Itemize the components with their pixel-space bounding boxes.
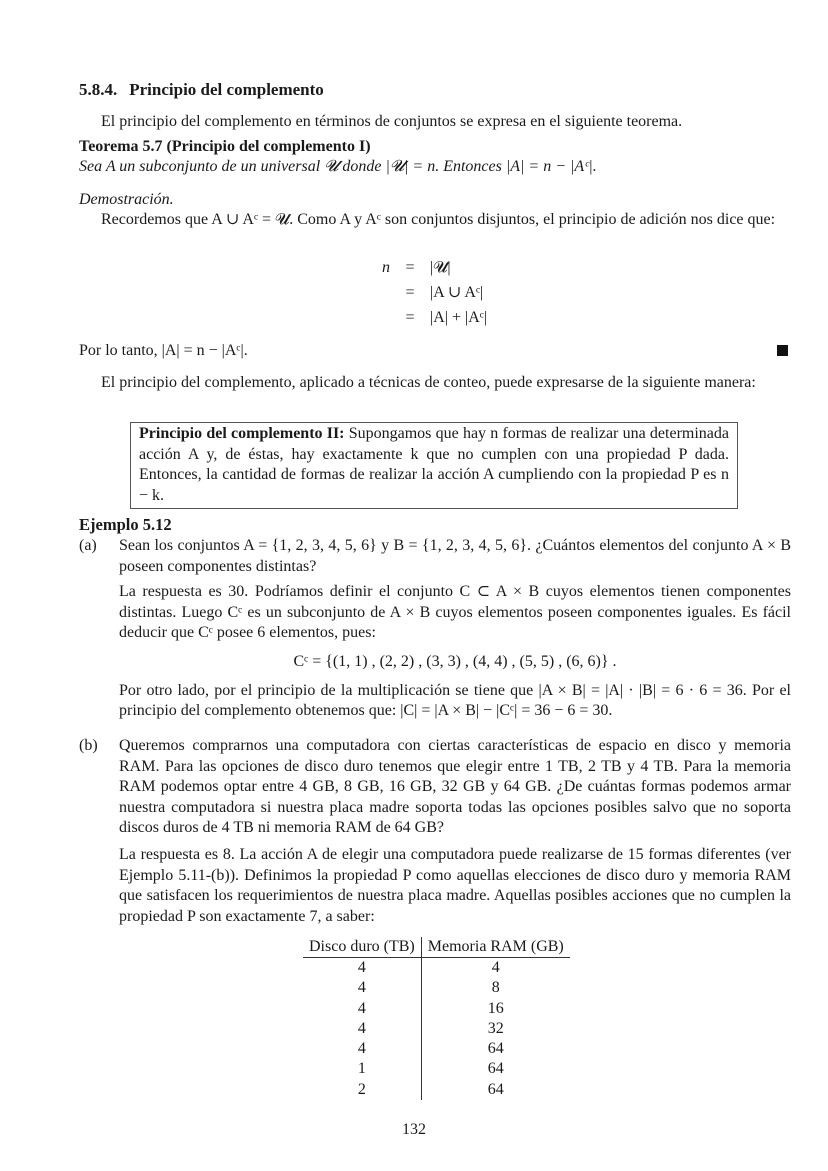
proof-text: Recordemos que A ∪ Aᶜ = 𝓤. Como A y Aᶜ son conjuntos disjuntos, el principio de adición nos dice que: (101, 211, 776, 228)
table-cell: 4 (357, 959, 366, 976)
equation-line (360, 308, 560, 333)
table-row (303, 978, 570, 998)
column-header: Disco duro (TB) (303, 937, 421, 958)
principle-box (130, 422, 738, 509)
table-cell: 64 (421, 1059, 569, 1079)
table-cell: 8 (421, 978, 569, 998)
table-cell: 4 (421, 958, 569, 979)
theorem-statement: Sea A un subconjunto de un universal 𝓤 donde |𝓤| = n. Entonces |A| = n − |Aᶜ|. (79, 158, 597, 175)
table-row (303, 1019, 570, 1039)
table-cell: 4 (357, 999, 366, 1017)
part-b-question: Queremos comprarnos una computadora con ciertas características de espacio en disco y memoria RAM. Para las opciones de disco duro tenemos que elegir entre 1 TB, 2 TB y 4 TB. Para la memoria RAM podemos optar entre 4 GB, 8 GB, 16 GB, 32 GB y 64 GB. ¿De cuántas formas podemos armar nuestra computadora si nuestra placa madre soporta todas las opciones posibles salvo que no soporta discos duros de 4 TB ni memoria RAM de 64 GB? (119, 737, 791, 837)
qed-square-icon (777, 345, 788, 356)
proof-conclusion: Por lo tanto, |A| = n − |Aᶜ|. (79, 342, 248, 359)
table-cell: 4 (357, 1040, 366, 1058)
part-a-conclusion: Por otro lado, por el principio de la multiplicación se tiene que |A × B| = |A| · |B| = 6 · 6 = 36. Por el principio del complemento obtenemos que: |C| = |A × B| − |Cᶜ| = 36 − 6 = 30. (119, 681, 791, 720)
table-cell: 32 (421, 1019, 569, 1039)
data-table (303, 937, 570, 1100)
table-row (303, 1039, 570, 1059)
eq-rhs: |A| + |Aᶜ| (430, 309, 488, 326)
table-cell: 2 (357, 1080, 366, 1098)
part-a-question: Sean los conjuntos A = {1, 2, 3, 4, 5, 6} y B = {1, 2, 3, 4, 5, 6}. ¿Cuántos elementos del conjunto A × B poseen componentes distintas? (119, 537, 791, 575)
example-part-b (79, 736, 791, 927)
part-a-equation: Cᶜ = {(1, 1) , (2, 2) , (3, 3) , (4, 4) , (5, 5) , (6, 6)} . (293, 652, 617, 670)
eq-lhs: n (382, 259, 390, 276)
table-row (303, 1059, 570, 1079)
example-part-a (79, 536, 791, 722)
intro-paragraph: El principio del complemento en términos de conjuntos se expresa en el siguiente teorema. (101, 113, 683, 130)
eq-rhs: |A ∪ Aᶜ| (430, 284, 484, 301)
box-text: Supongamos que hay n formas de realizar una determinada acción A y, de éstas, hay exactamente k que no cumplen con una propiedad P dada. Entonces, la cantidad de formas de realizar la acción A cumpliendo con la propiedad P es n − k. (139, 425, 729, 504)
part-b-answer: La respuesta es 8. La acción A de elegir una computadora puede realizarse de 15 formas diferentes (ver Ejemplo 5.11-(b)). Definimos la propiedad P como aquellas elecciones de disco duro y memoria RAM que satisfacen los requerimientos de nuestra placa madre. Aquellas posibles acciones que no cumplen la propiedad P son exactamente 7, a saber: (119, 845, 791, 925)
table-cell: 16 (421, 999, 569, 1019)
example-title: Ejemplo 5.12 (79, 515, 172, 534)
table-cell: 4 (357, 1019, 366, 1037)
column-header: Memoria RAM (GB) (421, 937, 569, 958)
eq-rhs: |𝓤| (430, 259, 451, 276)
eq-op: = (405, 284, 415, 301)
equation-line (360, 258, 560, 283)
section-number: 5.8.4. (79, 80, 118, 99)
eq-op: = (405, 259, 415, 276)
part-a-answer: La respuesta es 30. Podríamos definir el conjunto C ⊂ A × B cuyos elementos tienen componentes distintas. Luego Cᶜ es un subconjunto de A × B cuyos elementos poseen componentes iguales. Es fácil deducir que Cᶜ posee 6 elementos, pues: (119, 583, 791, 642)
table-row (303, 999, 570, 1019)
section-heading (79, 80, 791, 102)
proof-label: Demostración. (79, 191, 174, 208)
part-label: (b) (79, 737, 98, 754)
table-cell: 64 (421, 1080, 569, 1100)
section-title: Principio del complemento (129, 80, 324, 99)
proof-equations (360, 258, 560, 333)
table-cell: 1 (357, 1060, 366, 1078)
theorem-title: Teorema 5.7 (Principio del complemento I) (79, 138, 371, 155)
table-row (303, 1080, 570, 1100)
table-cell: 64 (421, 1039, 569, 1059)
paragraph-2: El principio del complemento, aplicado a técnicas de conteo, puede expresarse de la siguiente manera: (101, 374, 756, 391)
table-cell: 4 (357, 979, 366, 997)
page-number: 132 (402, 1121, 426, 1138)
table-row (303, 958, 570, 979)
eq-lhs (360, 283, 390, 308)
eq-lhs (360, 308, 390, 333)
part-label: (a) (79, 537, 97, 554)
eq-op: = (405, 309, 415, 326)
equation-line (360, 283, 560, 308)
box-title: Principio del complemento II: (139, 425, 345, 442)
